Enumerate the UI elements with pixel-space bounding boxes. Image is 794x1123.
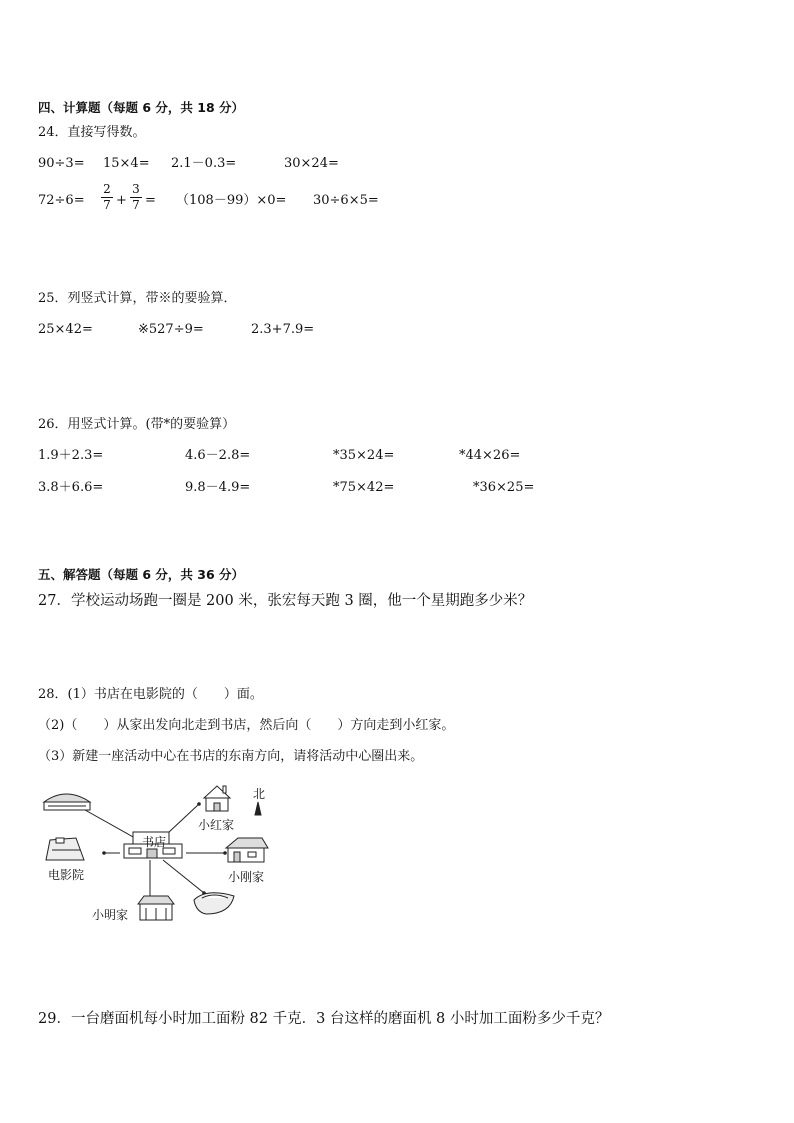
map-label-xiaogang: 小刚家 (228, 870, 265, 884)
map-label-xiaoming: 小明家 (92, 908, 129, 922)
section-4-title: 四、计算题（每题 6 分，共 18 分） (38, 100, 245, 115)
fraction-numerator: 2 (103, 182, 111, 196)
cinema-icon (46, 838, 84, 860)
stadium-icon (44, 794, 90, 810)
question-27: 27．学校运动场跑一圈是 200 米，张宏每天跑 3 圈，他一个星期跑多少米？ (38, 593, 533, 609)
q24-item: 72÷6= (38, 193, 85, 208)
xiaohong-house-icon (204, 786, 230, 811)
xiaoming-house-icon (138, 896, 174, 920)
q26-item: *36×25= (473, 480, 535, 495)
q24-item: 90÷3= (38, 156, 85, 171)
equals-sign: = (145, 193, 156, 208)
q24-item: 30×24= (284, 156, 339, 171)
question-24-prompt: 24．直接写得数。 (38, 125, 146, 140)
q26-item: *75×42= (333, 480, 395, 495)
boat-icon (194, 893, 234, 914)
q24-item: 30÷6×5= (313, 193, 379, 208)
q26-item: *44×26= (459, 448, 521, 463)
q26-item: 9.8－4.9= (185, 480, 251, 495)
question-29: 29．一台磨面机每小时加工面粉 82 千克．3 台这样的磨面机 8 小时加工面粉多少千克？ (38, 1011, 610, 1027)
q25-item: 25×42= (38, 322, 93, 337)
q24-item: （108－99）×0= (176, 193, 287, 208)
q24-item: 2.1－0.3= (171, 156, 237, 171)
fraction-denominator: 7 (132, 198, 140, 212)
question-26-prompt: 26．用竖式计算。(带*的要验算） (38, 417, 236, 432)
q25-item: ※527÷9= (138, 322, 204, 337)
question-28-line3: （3）新建一座活动中心在书店的东南方向，请将活动中心圈出来。 (38, 749, 424, 764)
fraction-denominator: 7 (103, 198, 111, 212)
north-arrow-icon (255, 802, 261, 815)
fraction-two-sevenths (101, 183, 113, 212)
map-label-cinema: 电影院 (48, 868, 85, 882)
direction-map (36, 780, 286, 925)
question-25-prompt: 25．列竖式计算，带※的要验算． (38, 291, 237, 306)
map-label-bookstore: 书店 (142, 835, 167, 849)
q26-item: *35×24= (333, 448, 395, 463)
path-line (163, 860, 204, 893)
q26-item: 3.8＋6.6= (38, 480, 104, 495)
q26-item: 1.9＋2.3= (38, 448, 104, 463)
map-label-xiaohong: 小红家 (198, 818, 235, 832)
fraction-numerator: 3 (132, 182, 140, 196)
q24-item: 15×4= (103, 156, 150, 171)
fraction-three-sevenths (130, 183, 142, 212)
plus-sign: + (116, 193, 127, 208)
xiaogang-house-icon (226, 838, 268, 862)
question-28-line2: （2)（ ）从家出发向北走到书店，然后向（ ）方向走到小红家。 (38, 718, 455, 733)
q25-item: 2.3+7.9= (251, 322, 315, 337)
question-28-line1: 28．(1）书店在电影院的（ ）面。 (38, 687, 263, 702)
q26-item: 4.6－2.8= (185, 448, 251, 463)
section-5-title: 五、解答题（每题 6 分，共 36 分） (38, 567, 245, 582)
map-label-north: 北 (253, 787, 266, 801)
